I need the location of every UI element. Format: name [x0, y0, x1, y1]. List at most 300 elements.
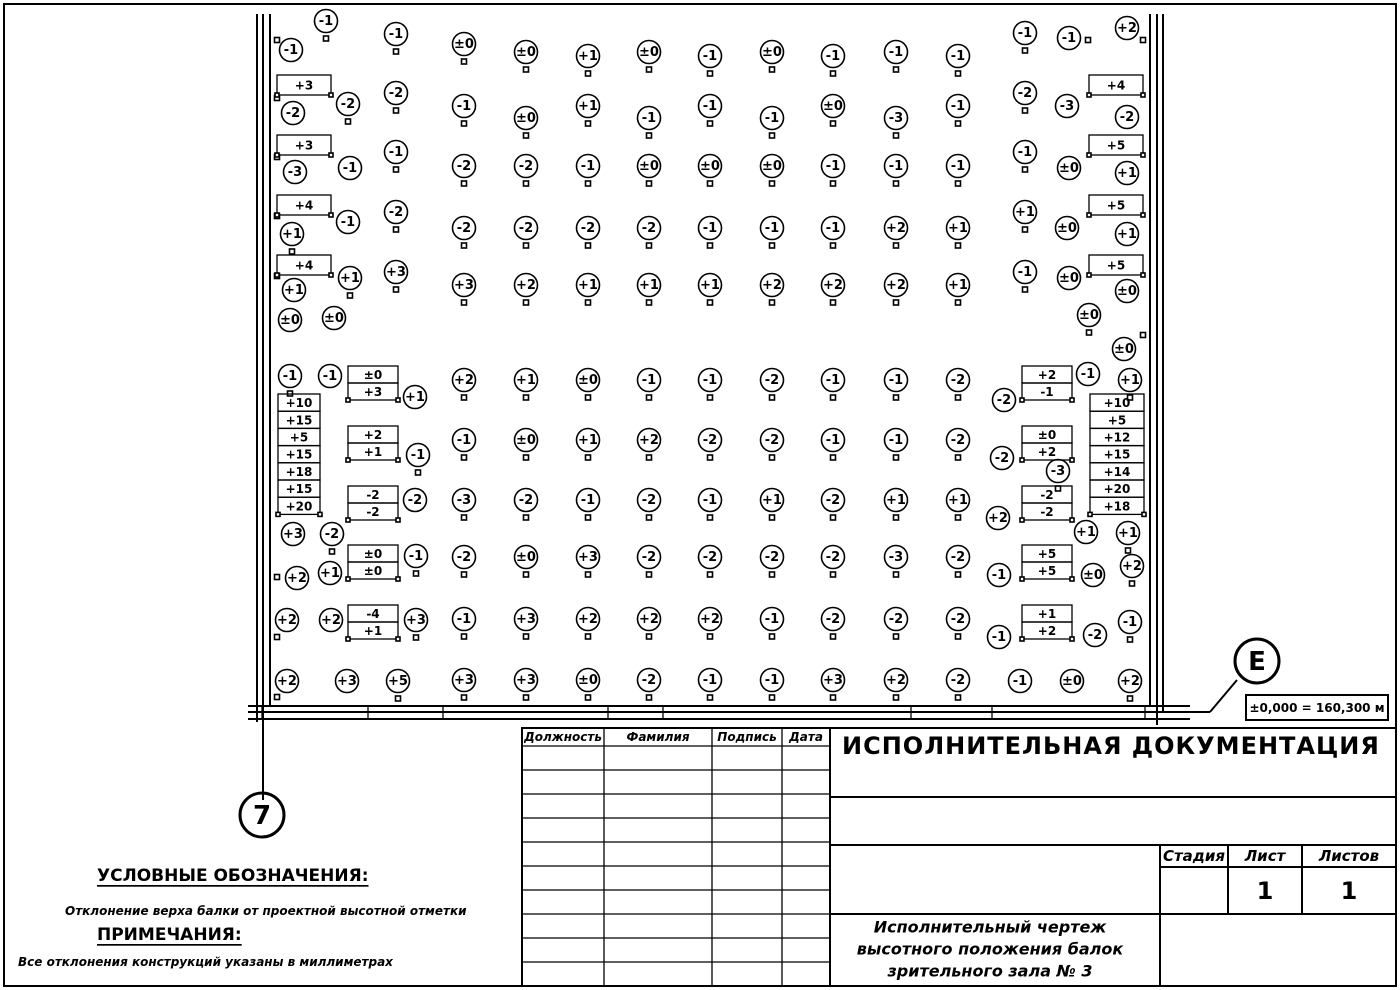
- deviation-label: -1: [580, 159, 596, 174]
- deviation-label: -2: [825, 493, 841, 508]
- beam-point-r6c6: [761, 369, 784, 401]
- left-point-2: [280, 39, 303, 62]
- deviation-label: +1: [578, 49, 598, 64]
- beam-point-r9c1: [453, 546, 476, 578]
- deviation-label: +2: [1117, 21, 1137, 36]
- right-point-15: [1116, 280, 1139, 303]
- deviation-label: -1: [888, 159, 904, 174]
- beam-point-r11c4: [638, 669, 661, 701]
- deviation-label: -2: [950, 612, 966, 627]
- left-point-3: [282, 102, 305, 125]
- left-point-20: [286, 567, 309, 590]
- right-beam-box-4: [1087, 255, 1145, 277]
- deviation-label: +3: [454, 673, 474, 688]
- box-value: +5: [1037, 547, 1057, 561]
- deviation-label: -1: [702, 373, 718, 388]
- deviation-label: -2: [950, 673, 966, 688]
- left-point-8: [337, 211, 360, 234]
- beam-point-r7c5: [699, 429, 722, 461]
- deviation-label: -2: [456, 550, 472, 565]
- deviation-label: -1: [991, 630, 1007, 645]
- axis-e-label: Е: [1248, 647, 1266, 677]
- wall-marker: [275, 575, 280, 580]
- deviation-label: +1: [284, 283, 304, 298]
- deviation-label: +1: [948, 493, 968, 508]
- deviation-label: +2: [277, 674, 297, 689]
- beam-point-r11c6: [761, 669, 784, 701]
- beam-point-r3c7: [822, 155, 845, 187]
- beam-point-r9c2: [515, 546, 538, 578]
- box-value: +3: [363, 385, 383, 399]
- left-point-24: [320, 609, 343, 632]
- right-point-13: [1014, 261, 1037, 293]
- right-point-23: [987, 507, 1010, 530]
- beam-point-r3c3: [577, 155, 600, 187]
- beam-point-r10c7: [822, 608, 845, 640]
- beam-point-r3c4: [638, 155, 661, 187]
- right-beam-box-2: [1087, 135, 1145, 157]
- box-value: +1: [363, 445, 383, 459]
- left-point-1: [315, 10, 338, 42]
- box-value: +1: [1037, 607, 1057, 621]
- deviation-label: -1: [888, 45, 904, 60]
- beam-point-r6c7: [822, 369, 845, 401]
- beam-point-r1c4: [638, 41, 661, 73]
- box-value: +4: [1106, 78, 1126, 93]
- left-column-stack: [276, 394, 322, 516]
- right-point-7: [1014, 141, 1037, 173]
- deviation-label: +1: [1117, 166, 1137, 181]
- deviation-label: -2: [388, 205, 404, 220]
- beam-point-r7c7: [822, 429, 845, 461]
- deviation-label: +2: [287, 571, 307, 586]
- header-position: Должность: [524, 730, 602, 744]
- right-pair-box-4: [1020, 545, 1074, 581]
- beam-point-r11c1: [453, 669, 476, 701]
- box-value: +15: [285, 413, 313, 428]
- deviation-label: -1: [1012, 674, 1028, 689]
- deviation-label: -1: [1080, 367, 1096, 382]
- box-value: -2: [1040, 505, 1054, 519]
- deviation-label: -2: [641, 493, 657, 508]
- beam-point-r10c6: [761, 608, 784, 640]
- left-pair-box-1: [346, 366, 400, 402]
- deviation-label: -2: [285, 106, 301, 121]
- title-block: [522, 728, 1396, 986]
- sheets-count: 1: [1340, 877, 1358, 905]
- deviation-label: -1: [282, 369, 298, 384]
- right-point-2: [1058, 27, 1081, 50]
- deviation-label: +2: [700, 612, 720, 627]
- deviation-label: -1: [318, 14, 334, 29]
- beam-point-r2c6: [761, 107, 784, 139]
- deviation-label: -1: [702, 673, 718, 688]
- right-beam-box-3: [1087, 195, 1145, 217]
- deviation-label: +3: [406, 613, 426, 628]
- deviation-label: -2: [641, 550, 657, 565]
- beam-point-r8c6: [761, 489, 784, 521]
- sheets-label: Листов: [1318, 847, 1380, 865]
- beam-point-r11c7: [822, 669, 845, 701]
- deviation-label: +1: [320, 566, 340, 581]
- right-point-11: [1056, 217, 1079, 240]
- box-value: +2: [1037, 624, 1057, 638]
- deviation-label: ±0: [1057, 221, 1077, 236]
- box-value: +15: [285, 447, 313, 462]
- beam-point-r9c4: [638, 546, 661, 578]
- beam-point-r6c9: [947, 369, 970, 401]
- deviation-label: ±0: [324, 311, 344, 326]
- deviation-label: -1: [408, 549, 424, 564]
- datum-box: [1246, 695, 1388, 720]
- deviation-label: -1: [456, 433, 472, 448]
- box-value: -2: [1040, 488, 1054, 502]
- right-point-34: [1119, 670, 1142, 702]
- left-point-9: [283, 279, 306, 302]
- deviation-label: +1: [639, 278, 659, 293]
- deviation-label: -1: [825, 49, 841, 64]
- deviation-label: -1: [456, 99, 472, 114]
- beam-point-r10c8: [885, 608, 908, 640]
- beam-point-r11c8: [885, 669, 908, 701]
- deviation-label: +1: [948, 221, 968, 236]
- deviation-label: ±0: [516, 111, 536, 126]
- deviation-label: -2: [518, 159, 534, 174]
- stage-label: Стадия: [1162, 847, 1226, 865]
- right-point-32: [1009, 670, 1032, 693]
- left-inner-point-2: [385, 82, 408, 114]
- deviation-label: +3: [386, 265, 406, 280]
- beam-point-r2c4: [638, 107, 661, 139]
- beam-point-r8c8: [885, 489, 908, 521]
- right-pair-box-2: [1020, 426, 1074, 462]
- deviation-label: -1: [888, 433, 904, 448]
- box-value: -2: [366, 505, 380, 519]
- right-point-10: [1014, 201, 1037, 233]
- deviation-label: -2: [950, 373, 966, 388]
- box-value: +10: [1103, 396, 1131, 411]
- right-point-9: [1116, 162, 1139, 185]
- beam-point-r2c8: [885, 107, 908, 139]
- deviation-label: ±0: [823, 99, 843, 114]
- beam-point-r3c8: [885, 155, 908, 187]
- deviation-label: +1: [578, 433, 598, 448]
- beam-point-r1c5: [699, 45, 722, 77]
- right-point-6: [1116, 106, 1139, 129]
- deviation-label: +1: [1015, 205, 1035, 220]
- deviation-label: +2: [321, 613, 341, 628]
- deviation-label: -2: [825, 612, 841, 627]
- beam-point-r8c5: [699, 489, 722, 521]
- left-point-25: [405, 609, 428, 641]
- box-value: +10: [285, 396, 313, 411]
- beam-point-r1c3: [577, 45, 600, 77]
- beam-point-r1c7: [822, 45, 845, 77]
- beam-point-r1c9: [947, 45, 970, 77]
- beam-point-r8c4: [638, 489, 661, 521]
- right-point-29: [988, 626, 1011, 649]
- left-point-19: [321, 523, 344, 555]
- right-point-14: [1058, 267, 1081, 290]
- deviation-label: -2: [764, 550, 780, 565]
- beam-point-r2c3: [577, 95, 600, 127]
- sheet-label: Лист: [1244, 847, 1286, 865]
- box-value: +3: [294, 138, 314, 153]
- left-pair-box-5: [346, 605, 400, 641]
- deviation-label: ±0: [762, 159, 782, 174]
- deviation-label: ±0: [1059, 161, 1079, 176]
- left-point-18: [282, 523, 305, 546]
- deviation-label: -1: [764, 221, 780, 236]
- deviation-label: -2: [324, 527, 340, 542]
- left-point-28: [387, 670, 410, 702]
- beam-point-r6c1: [453, 369, 476, 401]
- beam-point-r1c1: [453, 33, 476, 65]
- deviation-label: -1: [950, 99, 966, 114]
- deviation-label: -1: [702, 221, 718, 236]
- deviation-label: -1: [764, 111, 780, 126]
- box-value: +18: [1103, 499, 1131, 514]
- deviation-label: -1: [388, 145, 404, 160]
- beam-point-r7c3: [577, 429, 600, 461]
- deviation-label: -1: [702, 493, 718, 508]
- box-value: +5: [289, 430, 309, 445]
- wall-marker: [1086, 38, 1091, 43]
- right-point-33: [1061, 670, 1084, 693]
- box-value: -1: [1040, 385, 1054, 399]
- left-beam-box-1: [275, 75, 333, 97]
- deviation-label: +1: [1120, 373, 1140, 388]
- beam-point-r5c4: [638, 274, 661, 306]
- deviation-label: -2: [825, 550, 841, 565]
- beam-point-r4c6: [761, 217, 784, 249]
- box-value: ±0: [363, 368, 383, 382]
- right-point-20: [993, 389, 1016, 412]
- deviation-label: -1: [702, 99, 718, 114]
- left-point-13: [279, 365, 302, 397]
- beam-point-r4c3: [577, 217, 600, 249]
- left-point-12: [323, 307, 346, 330]
- deviation-label: +2: [277, 613, 297, 628]
- beam-point-r2c5: [699, 95, 722, 127]
- beam-point-r8c3: [577, 489, 600, 521]
- deviation-label: +2: [454, 373, 474, 388]
- deviation-label: -2: [1119, 110, 1135, 125]
- deviation-label: -1: [764, 673, 780, 688]
- left-point-21: [319, 562, 342, 585]
- left-point-14: [319, 365, 342, 388]
- right-point-27: [1082, 564, 1105, 587]
- beam-point-r11c3: [577, 669, 600, 701]
- beam-point-r9c3: [577, 546, 600, 578]
- box-value: +12: [1103, 430, 1131, 445]
- right-point-28: [1121, 555, 1144, 587]
- deviation-label: -1: [410, 448, 426, 463]
- right-column-stack: [1088, 394, 1146, 516]
- deviation-label: +2: [639, 612, 659, 627]
- beam-point-r11c2: [515, 669, 538, 701]
- box-value: +15: [1103, 447, 1131, 462]
- left-inner-point-4: [385, 201, 408, 233]
- left-point-16: [407, 444, 430, 476]
- wall-marker: [275, 695, 280, 700]
- deviation-label: +2: [886, 221, 906, 236]
- beam-point-r8c9: [947, 489, 970, 521]
- deviation-label: -1: [991, 568, 1007, 583]
- left-pair-box-2: [346, 426, 400, 462]
- deviation-label: -2: [518, 493, 534, 508]
- left-pair-box-3: [346, 486, 400, 522]
- deviation-label: ±0: [639, 45, 659, 60]
- beam-point-r3c1: [453, 155, 476, 187]
- deviation-label: +1: [948, 278, 968, 293]
- beam-point-r8c7: [822, 489, 845, 521]
- deviation-label: -1: [764, 612, 780, 627]
- description-line-2: высотного положения балок: [856, 939, 1124, 959]
- beam-point-r4c7: [822, 217, 845, 249]
- box-value: +20: [1103, 482, 1131, 497]
- right-point-24: [1075, 521, 1098, 544]
- beam-point-r10c5: [699, 608, 722, 640]
- deviation-label: -1: [1017, 26, 1033, 41]
- deviation-label: ±0: [516, 433, 536, 448]
- left-point-11: [279, 309, 302, 332]
- notes-text: Все отклонения конструкций указаны в миллиметрах: [18, 955, 393, 969]
- deviation-label: -1: [825, 159, 841, 174]
- right-point-5: [1056, 95, 1079, 118]
- deviation-label: ±0: [516, 45, 536, 60]
- deviation-label: -2: [580, 221, 596, 236]
- deviation-label: +3: [283, 527, 303, 542]
- deviation-label: +2: [516, 278, 536, 293]
- beam-point-r10c9: [947, 608, 970, 640]
- deviation-label: -1: [342, 161, 358, 176]
- deviation-label: ±0: [454, 37, 474, 52]
- beam-point-r5c5: [699, 274, 722, 306]
- deviation-label: +2: [886, 278, 906, 293]
- beam-point-r8c1: [453, 489, 476, 521]
- deviation-label: +3: [454, 278, 474, 293]
- legend-text: Отклонение верха балки от проектной высотной отметки: [65, 904, 467, 918]
- deviation-label: -1: [1017, 145, 1033, 160]
- deviation-label: +1: [578, 278, 598, 293]
- box-value: ±0: [1037, 428, 1057, 442]
- beam-point-r7c6: [761, 429, 784, 461]
- deviation-label: -2: [764, 373, 780, 388]
- beam-point-r9c9: [947, 546, 970, 578]
- deviation-label: +2: [762, 278, 782, 293]
- beam-point-r9c8: [885, 546, 908, 578]
- sheet-number: 1: [1256, 877, 1274, 905]
- deviation-label: -2: [1087, 628, 1103, 643]
- deviation-label: ±0: [1079, 308, 1099, 323]
- beam-point-r11c5: [699, 669, 722, 701]
- deviation-label: ±0: [1117, 284, 1137, 299]
- deviation-label: -2: [456, 221, 472, 236]
- deviation-label: -1: [340, 215, 356, 230]
- left-beam-box-3: [275, 195, 333, 217]
- deviation-label: +1: [1117, 227, 1137, 242]
- beam-point-r1c2: [515, 41, 538, 73]
- beam-point-r5c2: [515, 274, 538, 306]
- beam-point-r4c2: [515, 217, 538, 249]
- beam-point-r5c1: [453, 274, 476, 306]
- left-point-4: [337, 93, 360, 125]
- deviation-label: -2: [1017, 86, 1033, 101]
- beam-point-r4c8: [885, 217, 908, 249]
- beam-point-r10c3: [577, 608, 600, 640]
- beam-point-r4c1: [453, 217, 476, 249]
- deviation-label: +1: [340, 271, 360, 286]
- box-value: -2: [366, 488, 380, 502]
- deviation-label: -2: [641, 221, 657, 236]
- deviation-label: ±0: [578, 673, 598, 688]
- box-value: +2: [363, 428, 383, 442]
- beam-point-r2c9: [947, 95, 970, 127]
- beam-point-r6c4: [638, 369, 661, 401]
- deviation-label: -1: [1122, 615, 1138, 630]
- wall-marker: [275, 635, 280, 640]
- beam-point-r4c4: [638, 217, 661, 249]
- deviation-label: +1: [1118, 526, 1138, 541]
- deviation-label: +2: [578, 612, 598, 627]
- deviation-label: -1: [825, 373, 841, 388]
- beam-point-r7c4: [638, 429, 661, 461]
- deviation-label: ±0: [1062, 674, 1082, 689]
- left-beam-box-4: [275, 255, 333, 277]
- beam-point-r7c9: [947, 429, 970, 461]
- deviation-label: -1: [456, 612, 472, 627]
- right-point-17: [1113, 338, 1136, 361]
- beam-point-r2c7: [822, 95, 845, 127]
- wall-marker: [1141, 38, 1146, 43]
- left-inner-point-3: [385, 141, 408, 173]
- document-title: ИСПОЛНИТЕЛЬНАЯ ДОКУМЕНТАЦИЯ: [842, 732, 1380, 760]
- beam-point-r1c6: [761, 41, 784, 73]
- box-value: +5: [1106, 258, 1126, 273]
- deviation-label: -1: [888, 373, 904, 388]
- box-value: +5: [1106, 138, 1126, 153]
- beam-point-r7c8: [885, 429, 908, 461]
- legend: [18, 866, 467, 969]
- deviation-label: -1: [641, 111, 657, 126]
- deviation-label: -1: [950, 159, 966, 174]
- deviation-label: +5: [388, 674, 408, 689]
- deviation-label: -2: [702, 550, 718, 565]
- box-value: +18: [285, 464, 313, 479]
- deviation-label: -2: [407, 493, 423, 508]
- deviation-label: -2: [764, 433, 780, 448]
- deviation-label: ±0: [578, 373, 598, 388]
- beam-point-r9c6: [761, 546, 784, 578]
- deviation-label: -1: [825, 433, 841, 448]
- deviation-label: +1: [700, 278, 720, 293]
- beam-point-r7c1: [453, 429, 476, 461]
- beam-point-r5c6: [761, 274, 784, 306]
- beam-point-r3c2: [515, 155, 538, 187]
- deviation-label: -1: [1061, 31, 1077, 46]
- beam-point-r6c5: [699, 369, 722, 401]
- box-value: +2: [1037, 368, 1057, 382]
- deviation-label: ±0: [516, 550, 536, 565]
- deviation-label: -2: [388, 86, 404, 101]
- deviation-label: -1: [702, 49, 718, 64]
- deviation-label: -1: [1017, 265, 1033, 280]
- deviation-label: -1: [388, 27, 404, 42]
- beam-point-r1c8: [885, 41, 908, 73]
- deviation-label: +1: [282, 227, 302, 242]
- deviation-label: +2: [1122, 559, 1142, 574]
